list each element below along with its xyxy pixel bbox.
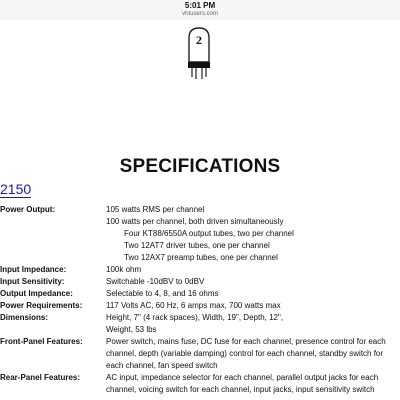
spec-value-line: Two 12AT7 driver tubes, one per channel [124, 241, 270, 250]
spec-table [0, 204, 400, 396]
spec-values [106, 204, 398, 264]
spec-label: Rear-Panel Features: [0, 373, 81, 382]
spec-label: Front-Panel Features: [0, 337, 83, 346]
spec-row [0, 300, 400, 312]
spec-label: Output Impedance: [0, 289, 73, 298]
spec-value-line: Selectable to 4, 8, and 16 ohms [106, 289, 219, 298]
spec-row [0, 276, 400, 288]
model-heading-link[interactable]: 2150 [0, 181, 32, 197]
spec-value-line: Weight, 53 lbs [106, 325, 157, 334]
spec-row [0, 204, 400, 264]
status-time: 5:01 PM [184, 1, 216, 10]
spec-values [106, 300, 398, 312]
spec-value-line: 117 Volts AC, 60 Hz, 6 amps max, 700 watts max [106, 301, 281, 310]
spec-value-line: Height, 7" (4 rack spaces), Width, 19", Depth, 12", [106, 313, 284, 322]
spec-value-line: channel, voicing switch for each channel, input jacks, input sensitivity switch [106, 385, 375, 394]
spec-values [106, 336, 398, 372]
spec-row [0, 264, 400, 276]
tube-logo-number: 2 [196, 33, 202, 47]
spec-row [0, 336, 400, 372]
spec-value-line: Two 12AX7 preamp tubes, one per channel [124, 253, 278, 262]
spec-label: Input Impedance: [0, 265, 67, 274]
spec-values [106, 312, 398, 336]
spec-label: Power Output: [0, 205, 56, 214]
spec-value-line: 105 watts RMS per channel [106, 205, 205, 214]
status-bar [0, 0, 400, 20]
spec-value-line: AC input, impedance selector for each channel, parallel output jacks for each [106, 373, 379, 382]
spec-label: Dimensions: [0, 313, 49, 322]
page-url[interactable]: vhtusers.com [182, 11, 218, 17]
spec-row [0, 288, 400, 300]
spec-row [0, 372, 400, 396]
spec-value-line: Four KT88/6550A output tubes, two per channel [124, 229, 294, 238]
spec-values [106, 264, 398, 276]
spec-value-line: Switchable -10dBV to 0dBV [106, 277, 205, 286]
spec-row [0, 312, 400, 336]
spec-value-line: channel, depth (variable damping) control for each channel, standby switch for [106, 349, 384, 358]
spec-value-line: 100 watts per channel, both driven simultaneously [106, 217, 284, 226]
spec-label: Input Sensitivity: [0, 277, 65, 286]
page-title: SPECIFICATIONS [119, 156, 281, 177]
spec-values [106, 288, 398, 300]
spec-value-line: 100k ohm [106, 265, 142, 274]
spec-value-line: each channel, fan speed switch [106, 361, 218, 370]
spec-label: Power Requirements: [0, 301, 83, 310]
spec-values [106, 276, 398, 288]
spec-value-line: Power switch, mains fuse, DC fuse for each channel, presence control for each [106, 337, 386, 346]
spec-values [106, 372, 398, 396]
